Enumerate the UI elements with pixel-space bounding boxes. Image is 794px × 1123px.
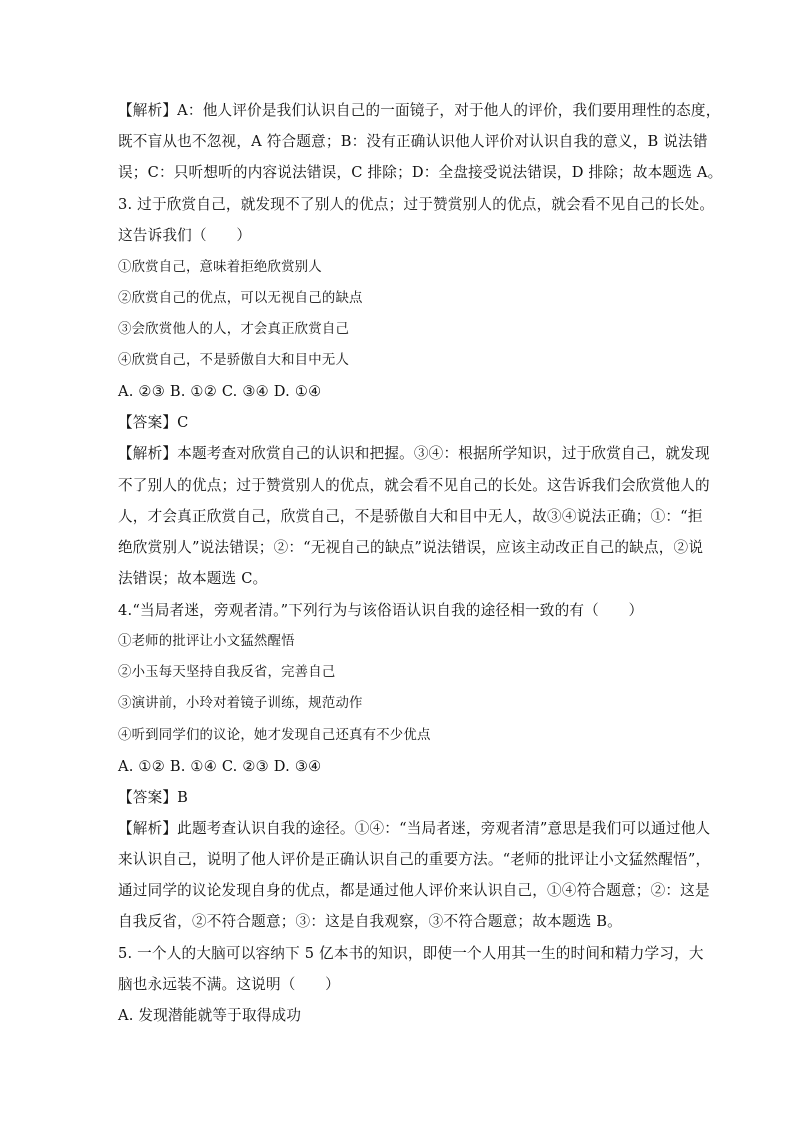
question-3-analysis-line-1: 【解析】本题考查对欣赏自己的认识和把握。③④：根据所学知识，过于欣赏自己，就发现	[118, 445, 710, 462]
question-4-analysis-line-2: 来认识自己，说明了他人评价是正确认识自己的重要方法。“老师的批评让小文猛然醒悟”，	[118, 851, 711, 868]
question-3-stem-line-1: 3. 过于欣赏自己，就发现不了别人的优点；过于赞赏别人的优点，就会看不见自己的长处。	[118, 196, 715, 213]
question-3-analysis-line-5: 法错误；故本题选 C。	[118, 570, 268, 587]
question-4-item-3: ③演讲前，小玲对着镜子训练，规范动作	[118, 696, 363, 711]
question-4-answer: 【答案】B	[118, 789, 189, 806]
question-4-analysis-line-4: 自我反省，②不符合题意；③：这是自我观察，③不符合题意；故本题选 B。	[118, 913, 622, 930]
analysis-q2-line-3: 误；C：只听想听的内容说法错误，C 排除；D：全盘接受说法错误，D 排除；故本题选 A。	[118, 164, 723, 181]
question-3-item-4: ④欣赏自己，不是骄傲自大和目中无人	[118, 353, 350, 368]
question-5-stem-line-2: 脑也永远装不满。这说明（ ）	[118, 976, 340, 993]
question-4-item-4: ④听到同学们的议论，她才发现自己还真有不少优点	[118, 728, 431, 743]
question-3-stem-line-2: 这告诉我们（ ）	[118, 227, 252, 244]
analysis-q2-line-1: 【解析】A：他人评价是我们认识自己的一面镜子，对于他人的评价，我们要用理性的态度，	[118, 102, 721, 119]
question-4-analysis-line-3: 通过同学的议论发现自身的优点，都是通过他人评价来认识自己，①④符合题意；②：这是	[118, 882, 710, 899]
question-4-options: A. ①② B. ①④ C. ②③ D. ③④	[118, 758, 322, 775]
question-3-analysis-line-4: 绝欣赏别人”说法错误；②：“无视自己的缺点”说法错误，应该主动改正自己的缺点，②说	[118, 539, 704, 556]
question-3-item-2: ②欣赏自己的优点，可以无视自己的缺点	[118, 291, 363, 306]
question-5-option-a: A. 发现潜能就等于取得成功	[118, 1007, 302, 1024]
question-3-answer: 【答案】C	[118, 414, 189, 431]
question-4-stem: 4.“当局者迷，旁观者清。”下列行为与该俗语认识自我的途径相一致的有（ ）	[118, 602, 644, 619]
question-3-item-1: ①欣赏自己，意味着拒绝欣赏别人	[118, 260, 322, 275]
question-4-item-1: ①老师的批评让小文猛然醒悟	[118, 634, 295, 649]
question-3-analysis-line-3: 人，才会真正欣赏自己，欣赏自己，不是骄傲自大和目中无人，故③④说法正确；①：“拒	[118, 508, 703, 525]
question-3-item-3: ③会欣赏他人的人，才会真正欣赏自己	[118, 322, 350, 337]
question-3-options: A. ②③ B. ①② C. ③④ D. ①④	[118, 383, 322, 400]
question-3-analysis-line-2: 不了别人的优点；过于赞赏别人的优点，就会看不见自己的长处。这告诉我们会欣赏他人的	[118, 477, 710, 494]
question-4-analysis-line-1: 【解析】此题考查认识自我的途径。①④：“当局者迷，旁观者清”意思是我们可以通过他人	[118, 820, 711, 837]
analysis-q2-line-2: 既不盲从也不忽视，A 符合题意；B：没有正确认识他人评价对认识自我的意义，B 说法错	[118, 133, 708, 150]
question-5-stem-line-1: 5. 一个人的大脑可以容纳下 5 亿本书的知识，即使一个人用其一生的时间和精力学习，大	[118, 945, 704, 962]
question-4-item-2: ②小玉每天坚持自我反省，完善自己	[118, 665, 336, 680]
